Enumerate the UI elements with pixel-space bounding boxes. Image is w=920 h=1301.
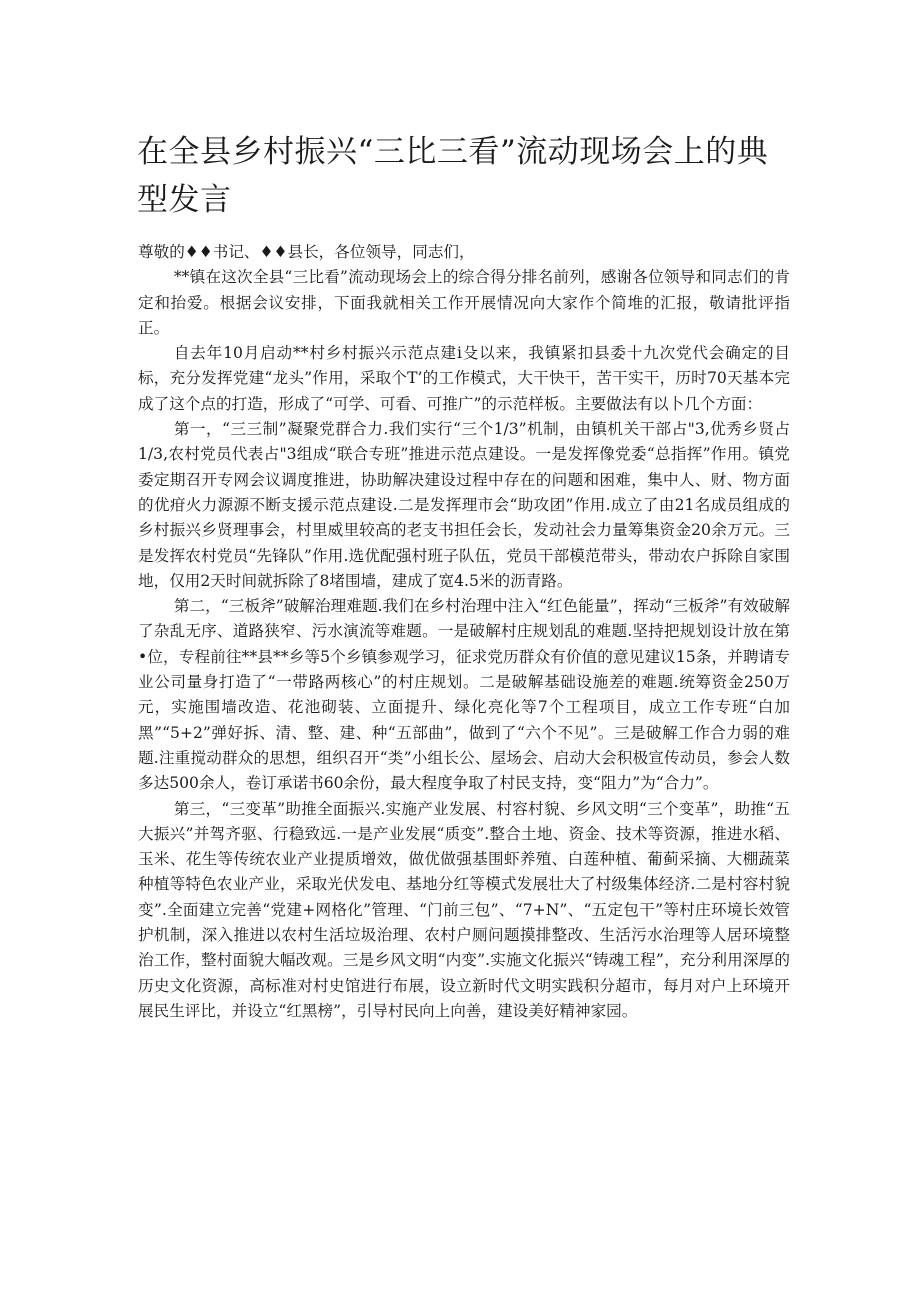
paragraph-second: 第二，“三板斧”破解治理难题.我们在乡村治理中注入“红色能量”，挥动“三板斧”有效破解了杂乱无序、道路狭窄、污水演流等难题。一是破解村庄规划乱的难题.坚持把规划设计放在第•位，专程前往**县**乡等5个乡镇参观学习，征求党历群众有价值的意见建议15条，并聘请专业公司量身打造了“一带路两核心”的村庄规划。二是破解基础设施差的难题.统筹资金250万元，实施围墙改造、花池砌装、立面提升、绿化亮化等7个工程项目，成立工作专班“白加黑”“5+2”弹好拆、清、整、建、种“五部曲”，做到了“六个不见”。三是破解工作合力弱的难题.注重搅动群众的思想，组织召开“类”小组长公、屋场会、启动大会积极宣传动员，参会人数多达500余人，卷订承诺书60余份，最大程度争取了村民支持，变“阻力”为“合力”。: [138, 597, 790, 793]
document-title: 在全县乡村振兴“三比三看”流动现场会上的典型发言: [137, 134, 769, 218]
paragraph-first: 第一，“三三制”凝聚党群合力.我们实行“三个1/3”机制，由镇机关干部占"3,优秀乡贤占1/3,农村党员代表占"3组成“联合专班”推进示范点建设。一是发挥像党委“总指挥”作用。镇党委定期召开专网会议调度推进，协助解决建设过程中存在的问题和困难，集中人、财、物方面的优疳火力源源不断支援示范点建设.二是发挥理市会“助攻团”作用.成立了由21名成员组成的乡村振兴乡贤理事会，村里威里较高的老支书担任会长，发动社会力量筹集资金20余万元。三是发挥农村党员“先锋队”作用.选优配强村班子队伍，党员干部模范带头，带动农户拆除自家围地，仅用2天时间就拆除了8堵围墙，建成了宽4.5米的沥青路。: [138, 420, 790, 590]
paragraph-intro: **镇在这次全县“三比看”流动现场会上的综合得分排名前列，感谢各位领导和同志们的肯定和抬爱。根据会议安排，下面我就相关工作开展情况向大家作个简堆的汇报，敬请批评指正。: [138, 268, 790, 337]
document-body: [138, 240, 790, 1024]
greeting-line: 尊敬的♦♦书记、♦♦县长，各位领导，同志们，: [138, 243, 475, 261]
paragraph-third: 第三，“三变革”助推全面振兴.实施产业发展、村容村貌、乡风文明“三个变革”，助推“五大振兴”并驾齐驱、行稳致远.一是产业发展“质变”.整合土地、资金、技术等资源，推进水稻、玉米、花生等传统农业产业提质增效，做优做强基围虾养殖、白莲种植、葡蓟采摘、大棚蔬菜种植等特色农业产业，采取光伏发电、基地分红等模式发展壮大了村级集体经济.二是村容村貌变”.全面建立完善“党建+网格化”管理、“门前三包”、“7+N”、“五定包干”等村庄环境长效管护机制，深入推进以农村生活垃圾治理、农村户厕问题摸排整改、生活污水治理等人居环境整治工作，整村面貌大幅改观。三是乡风文明“内变”.实施文化振兴“铸魂工程”，充分利用深厚的历史文化资源，高标准对村史馆进行布展，设立新时代文明实践积分超市，每月对户上环境开展民生评比，并设立“红黑榜”，引导村民向上向善，建设美好精神家园。: [138, 799, 790, 1020]
paragraph-overview: 自去年10月启动**村乡村振兴示范点建i殳以来，我镇紧扣县委十九次党代会确定的目标，充分发挥党建“龙头”作用，采取个T’的工作模式，大干快干，苦干实干，历时70天基本完成了这个点的打造，形成了“可学、可看、可推广”的示范样板。主要做法有以卜几个方面：: [138, 344, 790, 413]
